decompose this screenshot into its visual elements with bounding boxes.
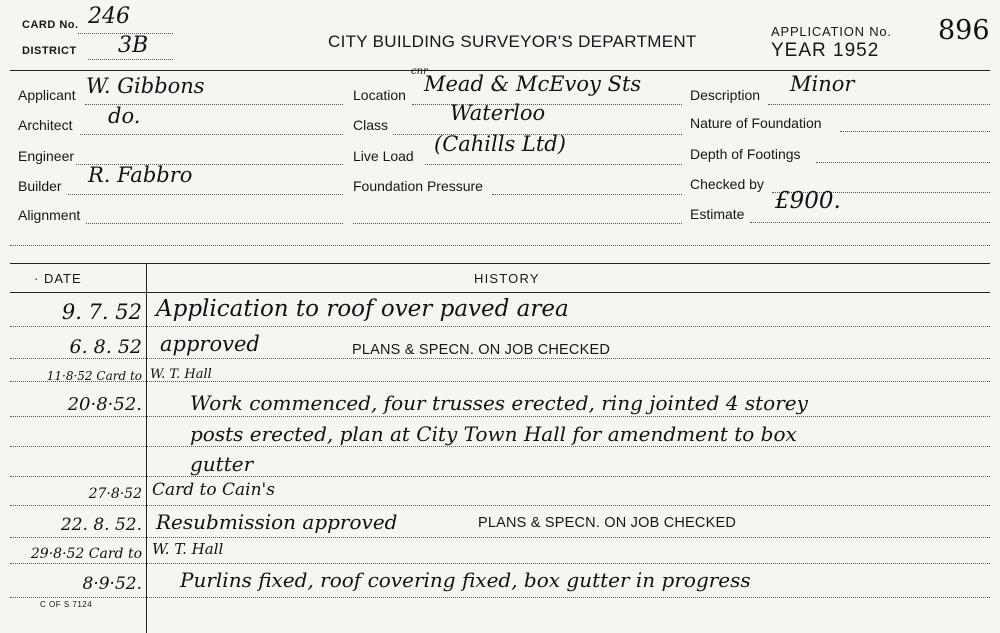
estimate-line (750, 222, 990, 223)
history-date: 6. 8. 52 (69, 336, 142, 358)
form-number: C OF S 7124 (40, 600, 93, 609)
date-column-divider (146, 263, 147, 633)
approval-stamp: PLANS & SPECN. ON JOB CHECKED (478, 515, 736, 531)
nature-of-foundation-line (840, 131, 990, 132)
approval-stamp: PLANS & SPECN. ON JOB CHECKED (352, 342, 610, 358)
location-label: Location (353, 87, 406, 103)
history-entry-continued: gutter (190, 452, 254, 476)
live-load-label: Live Load (353, 148, 414, 164)
description-label: Description (690, 87, 761, 103)
description-value: Minor (790, 72, 855, 96)
history-entry: W. T. Hall (152, 540, 224, 558)
applicant-value: W. Gibbons (86, 74, 205, 98)
depth-of-footings-label: Depth of Footings (690, 146, 801, 162)
application-no-label: APPLICATION No. (771, 24, 892, 39)
history-ruled-line (10, 416, 990, 417)
card-no-label: CARD No. (22, 19, 79, 31)
history-entry: Purlins fixed, roof covering fixed, box gutter in progress (180, 568, 751, 592)
history-date: 27·8·52 (88, 486, 142, 502)
column-2-blank-line (353, 223, 682, 224)
live-load-line (425, 164, 682, 165)
history-ruled-line (10, 326, 990, 327)
history-date: 9. 7. 52 (61, 300, 142, 324)
location-value: Mead & McEvoy Sts (424, 72, 642, 96)
nature-of-foundation-label: Nature of Foundation (690, 115, 822, 131)
architect-value: do. (108, 104, 141, 128)
history-date: 22. 8. 52. (60, 515, 142, 535)
application-number: 896 (938, 15, 990, 46)
history-entry: Resubmission approved (156, 510, 398, 534)
history-entry: W. T. Hall (150, 367, 212, 382)
history-entry: Work commenced, four trusses erected, ring jointed 4 storey (190, 391, 808, 415)
history-ruled-line (10, 505, 990, 506)
history-header-rule (10, 292, 990, 293)
date-column-header: · DATE (34, 271, 82, 286)
foundation-pressure-line (492, 194, 682, 195)
history-ruled-line (10, 476, 990, 477)
fields-bottom-line (10, 245, 990, 246)
history-column-header: HISTORY (474, 271, 540, 286)
class-value: Waterloo (450, 101, 546, 125)
architect-label: Architect (18, 117, 73, 133)
history-date: 11·8·52 Card to (46, 369, 142, 383)
history-entry: Card to Cain's (152, 480, 275, 500)
builder-line (68, 194, 343, 195)
department-title: CITY BUILDING SURVEYOR'S DEPARTMENT (328, 32, 697, 51)
year-label: YEAR 1952 (771, 40, 880, 61)
engineer-label: Engineer (18, 148, 75, 164)
location-note: cnr (411, 66, 428, 77)
history-date: 8·9·52. (82, 574, 142, 594)
history-entry: Application to roof over paved area (156, 296, 569, 322)
estimate-value: £900. (775, 188, 841, 214)
history-ruled-line (10, 537, 990, 538)
district-line (88, 59, 173, 60)
history-ruled-line (10, 563, 990, 564)
alignment-label: Alignment (18, 207, 81, 223)
builder-value: R. Fabbro (88, 163, 193, 187)
applicant-label: Applicant (18, 87, 76, 103)
checked-by-label: Checked by (690, 176, 764, 192)
history-date: 20·8·52. (67, 394, 142, 415)
card-no-value: 246 (88, 4, 130, 29)
estimate-label: Estimate (690, 206, 745, 222)
history-top-rule (10, 263, 990, 264)
district-label: DISTRICT (22, 45, 77, 57)
history-ruled-line (10, 446, 990, 447)
live-load-value: (Cahills Ltd) (434, 132, 566, 156)
description-line (768, 104, 990, 105)
district-value: 3B (118, 33, 149, 58)
foundation-pressure-label: Foundation Pressure (353, 178, 483, 194)
depth-of-footings-line (816, 162, 990, 163)
history-ruled-line (10, 597, 990, 598)
history-ruled-line (10, 358, 990, 359)
architect-line (80, 134, 343, 135)
history-entry: approved (160, 332, 260, 356)
class-label: Class (353, 117, 389, 133)
builder-label: Builder (18, 178, 62, 194)
alignment-line (86, 223, 343, 224)
history-entry-continued: posts erected, plan at City Town Hall for amendment to box (190, 422, 797, 446)
history-date: 29·8·52 Card to (30, 546, 142, 562)
header-rule (10, 70, 990, 71)
